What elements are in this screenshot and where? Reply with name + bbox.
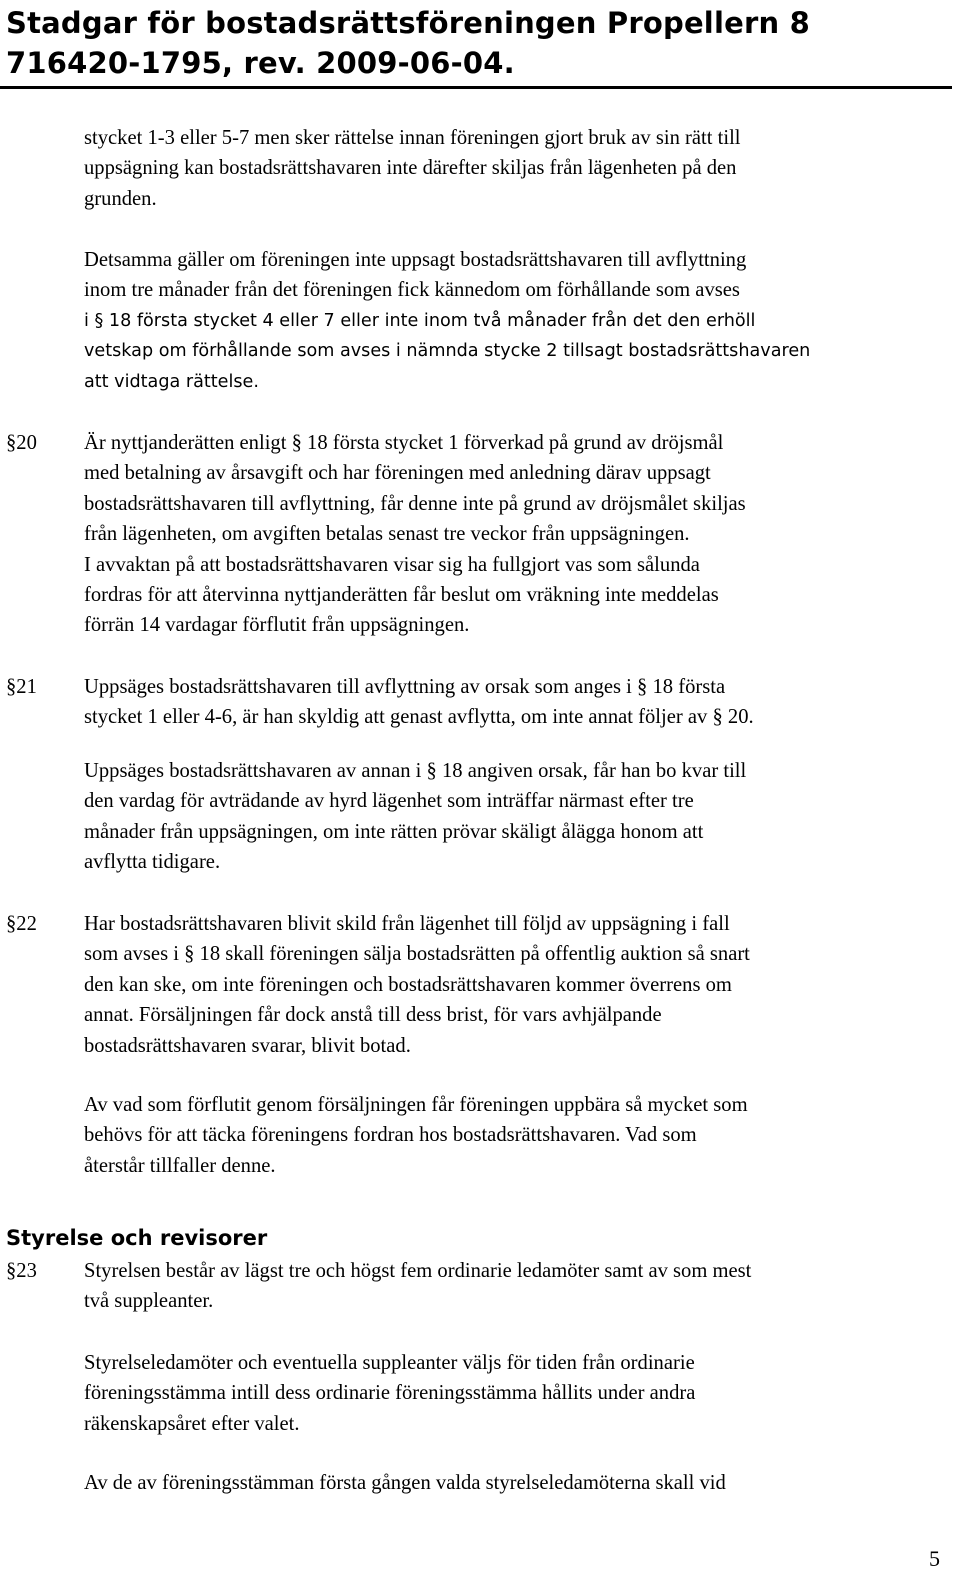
text-line: annat. Försäljningen får dock anstå till dess brist, för vars avhjälpande bbox=[84, 1004, 662, 1027]
text-line: Uppsäges bostadsrättshavaren till avflyttning av orsak som anges i § 18 första bbox=[84, 676, 726, 698]
text-line: inom tre månader från det föreningen fick kännedom om förhållande som avses bbox=[84, 279, 740, 302]
text-line: månader från uppsägningen, om inte rätten prövar skäligt ålägga honom att bbox=[84, 820, 704, 843]
page-number: 5 bbox=[929, 1546, 940, 1571]
text-line: Är nyttjanderätten enligt § 18 första stycket 1 förverkad på grund av dröjsmål bbox=[84, 432, 724, 454]
text-line: förrän 14 vardagar förflutit från uppsägningen. bbox=[84, 614, 470, 637]
text-line: uppsägning kan bostadsrättshavaren inte därefter skiljas från lägenheten på den bbox=[84, 157, 737, 180]
text-line: Styrelsen består av lägst tre och högst fem ordinarie ledamöter samt av som mest bbox=[84, 1260, 752, 1282]
header-title-line2: 716420-1795, rev. 2009-06-04. bbox=[6, 46, 515, 80]
section-number-23: §23 bbox=[6, 1260, 37, 1282]
text-line: Av vad som förflutit genom försäljningen får föreningen uppbära så mycket som bbox=[84, 1094, 748, 1116]
text-line: den vardag för avträdande av hyrd lägenhet som inträffar närmast efter tre bbox=[84, 790, 694, 813]
text-line: Uppsäges bostadsrättshavaren av annan i § 18 angiven orsak, får han bo kvar till bbox=[84, 760, 747, 782]
paragraph-section-21b bbox=[84, 756, 746, 878]
text-line: vetskap om förhållande som avses i nämnda stycke 2 tillsagt bostadsrättshavaren bbox=[84, 341, 811, 362]
paragraph-continuation bbox=[84, 123, 741, 214]
text-line: föreningsstämma intill dess ordinarie föreningsstämma hållits under andra bbox=[84, 1382, 696, 1405]
text-line: återstår tillfaller denne. bbox=[84, 1154, 276, 1177]
text-line: behövs för att täcka föreningens fordran hos bostadsrättshavaren. Vad som bbox=[84, 1124, 697, 1147]
section-number-21: §21 bbox=[6, 676, 37, 698]
text-line: Av de av föreningsstämman första gången valda styrelseledamöterna skall vid bbox=[84, 1472, 726, 1494]
paragraph-detsamma bbox=[84, 245, 746, 306]
section-number-22: §22 bbox=[6, 913, 37, 935]
text-line: Styrelseledamöter och eventuella suppleanter väljs för tiden från ordinarie bbox=[84, 1352, 695, 1374]
paragraph-section-21a bbox=[84, 672, 754, 733]
paragraph-section-20 bbox=[84, 428, 746, 641]
paragraph-section-22b bbox=[84, 1090, 748, 1181]
text-line: Har bostadsrättshavaren blivit skild från lägenhet till följd av uppsägning i fall bbox=[84, 913, 730, 935]
text-line: bostadsrättshavaren svarar, blivit botad. bbox=[84, 1034, 411, 1057]
text-line: Detsamma gäller om föreningen inte uppsagt bostadsrättshavaren till avflyttning bbox=[84, 249, 747, 271]
text-line: avflytta tidigare. bbox=[84, 851, 221, 874]
text-line: bostadsrättshavaren till avflyttning, får denne inte på grund av dröjsmålet skiljas bbox=[84, 492, 746, 515]
text-line: grunden. bbox=[84, 187, 157, 210]
document-header bbox=[0, 0, 952, 89]
paragraph-detsamma-sans bbox=[84, 306, 810, 397]
text-line: stycket 1 eller 4-6, är han skyldig att genast avflytta, om inte annat följer av § 20. bbox=[84, 706, 754, 729]
text-line: stycket 1-3 eller 5-7 men sker rättelse innan föreningen gjort bruk av sin rätt till bbox=[84, 127, 741, 149]
text-line: i § 18 första stycket 4 eller 7 eller inte inom två månader från det den erhöll bbox=[84, 311, 756, 331]
text-line: I avvaktan på att bostadsrättshavaren visar sig ha fullgjort vas som sålunda bbox=[84, 553, 700, 576]
text-line: räkenskapsåret efter valet. bbox=[84, 1412, 300, 1435]
text-line: fordras för att återvinna nyttjanderätten får beslut om vräkning inte meddelas bbox=[84, 583, 719, 606]
text-line: den kan ske, om inte föreningen och bostadsrättshavaren kommer överrens om bbox=[84, 973, 732, 996]
paragraph-section-22a bbox=[84, 909, 750, 1061]
header-title-line1: Stadgar för bostadsrättsföreningen Propellern 8 bbox=[6, 6, 810, 40]
text-line: två suppleanter. bbox=[84, 1290, 214, 1313]
text-line: med betalning av årsavgift och har föreningen med anledning därav uppsagt bbox=[84, 462, 711, 485]
section-heading-styrelse: Styrelse och revisorer bbox=[6, 1226, 268, 1250]
paragraph-section-23c bbox=[84, 1468, 726, 1498]
section-number-20: §20 bbox=[6, 432, 37, 454]
text-line: att vidtaga rättelse. bbox=[84, 371, 259, 392]
paragraph-section-23b bbox=[84, 1348, 695, 1439]
text-line: som avses i § 18 skall föreningen sälja bostadsrätten på offentlig auktion så snart bbox=[84, 943, 750, 966]
paragraph-section-23a bbox=[84, 1256, 751, 1317]
text-line: från lägenheten, om avgiften betalas senast tre veckor från uppsägningen. bbox=[84, 523, 690, 546]
